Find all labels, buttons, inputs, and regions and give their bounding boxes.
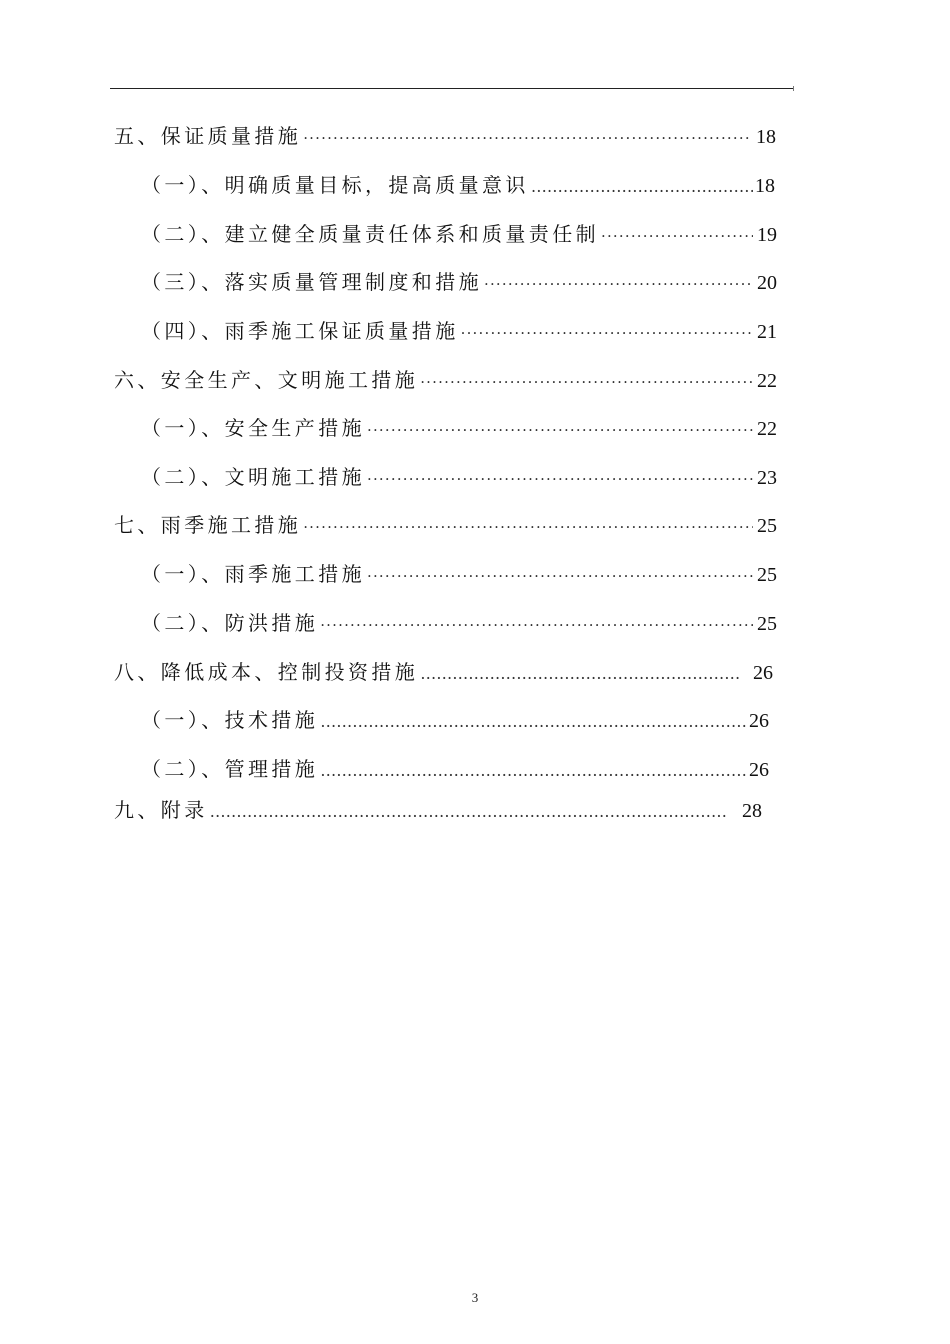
toc-entry-page: 23 (757, 467, 777, 489)
toc-leader-ellipsis (320, 707, 747, 737)
toc-entry-title: （二）、管理措施 (141, 757, 319, 781)
toc-entry-page: 19 (757, 224, 777, 246)
toc-leader-ellipsis (531, 172, 753, 202)
toc-entry-9[interactable] (114, 795, 762, 825)
toc-entry-7[interactable] (114, 510, 777, 540)
toc-entry-page: 25 (757, 564, 777, 586)
toc-entry-title: 八、降低成本、控制投资措施 (114, 660, 419, 684)
toc-entry-title: （一）、雨季施工措施 (141, 562, 365, 586)
toc-entry-page: 25 (757, 515, 777, 537)
toc-leader-dots (303, 512, 753, 542)
toc-leader-dots (320, 610, 753, 640)
toc-entry-6[interactable] (114, 365, 777, 395)
toc-entry-5-3[interactable] (141, 267, 777, 297)
page-number: 3 (471, 1290, 479, 1305)
toc-entry-title: （二）、防洪措施 (141, 611, 319, 635)
toc-entry-page: 21 (757, 321, 777, 343)
toc-entry-5-1[interactable] (141, 170, 775, 200)
toc-entry-title: 六、安全生产、文明施工措施 (114, 368, 419, 392)
toc-entry-page: 20 (757, 272, 777, 294)
toc-entry-page: 26 (749, 759, 769, 781)
toc-entry-page: 18 (756, 126, 776, 148)
toc-leader-ellipsis (320, 756, 747, 786)
toc-entry-8[interactable] (114, 657, 773, 687)
toc-leader-dots (420, 367, 753, 397)
toc-entry-6-2[interactable] (141, 462, 777, 492)
toc-leader-dots (601, 221, 753, 251)
toc-entry-page: 28 (742, 800, 762, 822)
toc-leader-dots (484, 269, 753, 299)
toc-entry-title: （三）、落实质量管理制度和措施 (141, 270, 482, 294)
toc-entry-page: 22 (757, 370, 777, 392)
toc-entry-page: 26 (753, 662, 773, 684)
toc-entry-title: 五、保证质量措施 (114, 124, 302, 148)
toc-leader-ellipsis (210, 797, 728, 827)
toc-entry-title: （四）、雨季施工保证质量措施 (141, 319, 459, 343)
toc-entry-7-1[interactable] (141, 559, 777, 589)
toc-entry-6-1[interactable] (141, 413, 777, 443)
toc-entry-8-1[interactable] (141, 705, 769, 735)
toc-entry-page: 25 (757, 613, 777, 635)
toc-entry-5[interactable] (114, 121, 776, 151)
toc-entry-8-2[interactable] (141, 754, 769, 784)
toc-leader-dots (367, 415, 753, 445)
toc-entry-7-2[interactable] (141, 608, 777, 638)
toc-entry-page: 26 (749, 710, 769, 732)
toc-leader-dots (461, 318, 753, 348)
toc-entry-title: （一）、技术措施 (141, 708, 319, 732)
toc-leader-dots (303, 123, 752, 153)
toc-leader-dots (367, 561, 753, 591)
toc-entry-title: 七、雨季施工措施 (114, 513, 302, 537)
toc-entry-title: 九、附录 (114, 798, 208, 822)
toc-entry-title: （一）、明确质量目标，提高质量意识 (141, 173, 529, 197)
toc-entry-page: 22 (757, 418, 777, 440)
toc-entry-5-4[interactable] (141, 316, 777, 346)
toc-entry-title: （一）、安全生产措施 (141, 416, 365, 440)
toc-entry-title: （二）、建立健全质量责任体系和质量责任制 (141, 222, 599, 246)
toc-entry-page: 18 (755, 175, 775, 197)
toc-leader-ellipsis (420, 659, 739, 689)
toc-entry-5-2[interactable] (141, 219, 777, 249)
toc-entry-title: （二）、文明施工措施 (141, 465, 365, 489)
toc-leader-dots (367, 464, 753, 494)
